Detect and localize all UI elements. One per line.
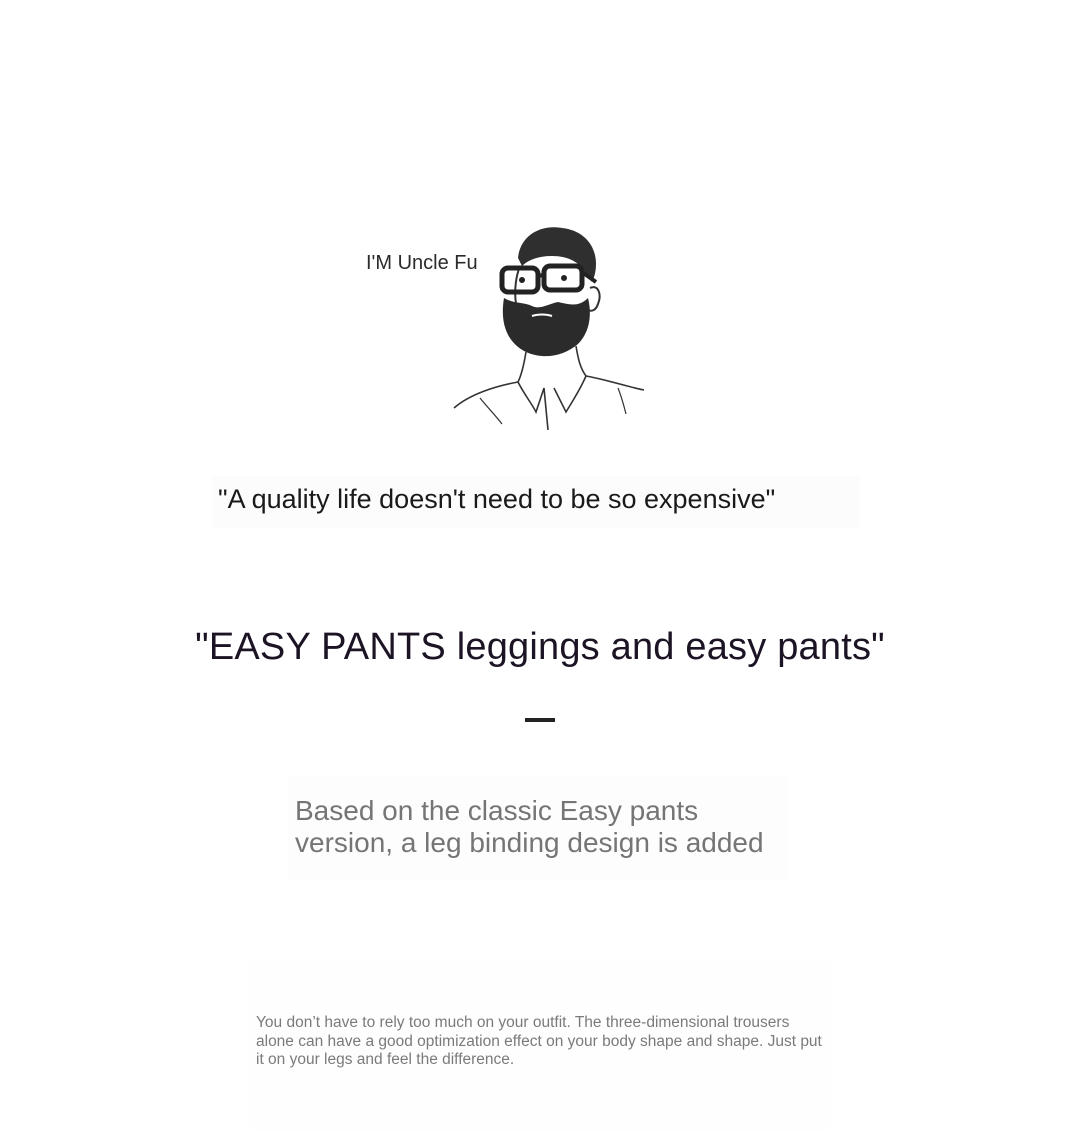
feature-line-2: version, a leg binding design is added [295, 827, 764, 858]
detail-description: You don’t have to rely too much on your outfit. The three-dimensional trousers alone can have a good optimization effect on your body shape and shape. Just put it on your legs and feel the difference. [256, 1014, 822, 1068]
slogan: "A quality life doesn't need to be so expensive" [218, 484, 776, 514]
intro-name: I'M Uncle Fu [366, 252, 478, 274]
feature-line-1: Based on the classic Easy pants [295, 795, 699, 826]
feature-description [295, 795, 795, 859]
bearded-man-portrait-icon [440, 218, 660, 438]
title-divider [525, 718, 555, 722]
product-title: "EASY PANTS leggings and easy pants" [195, 626, 885, 668]
